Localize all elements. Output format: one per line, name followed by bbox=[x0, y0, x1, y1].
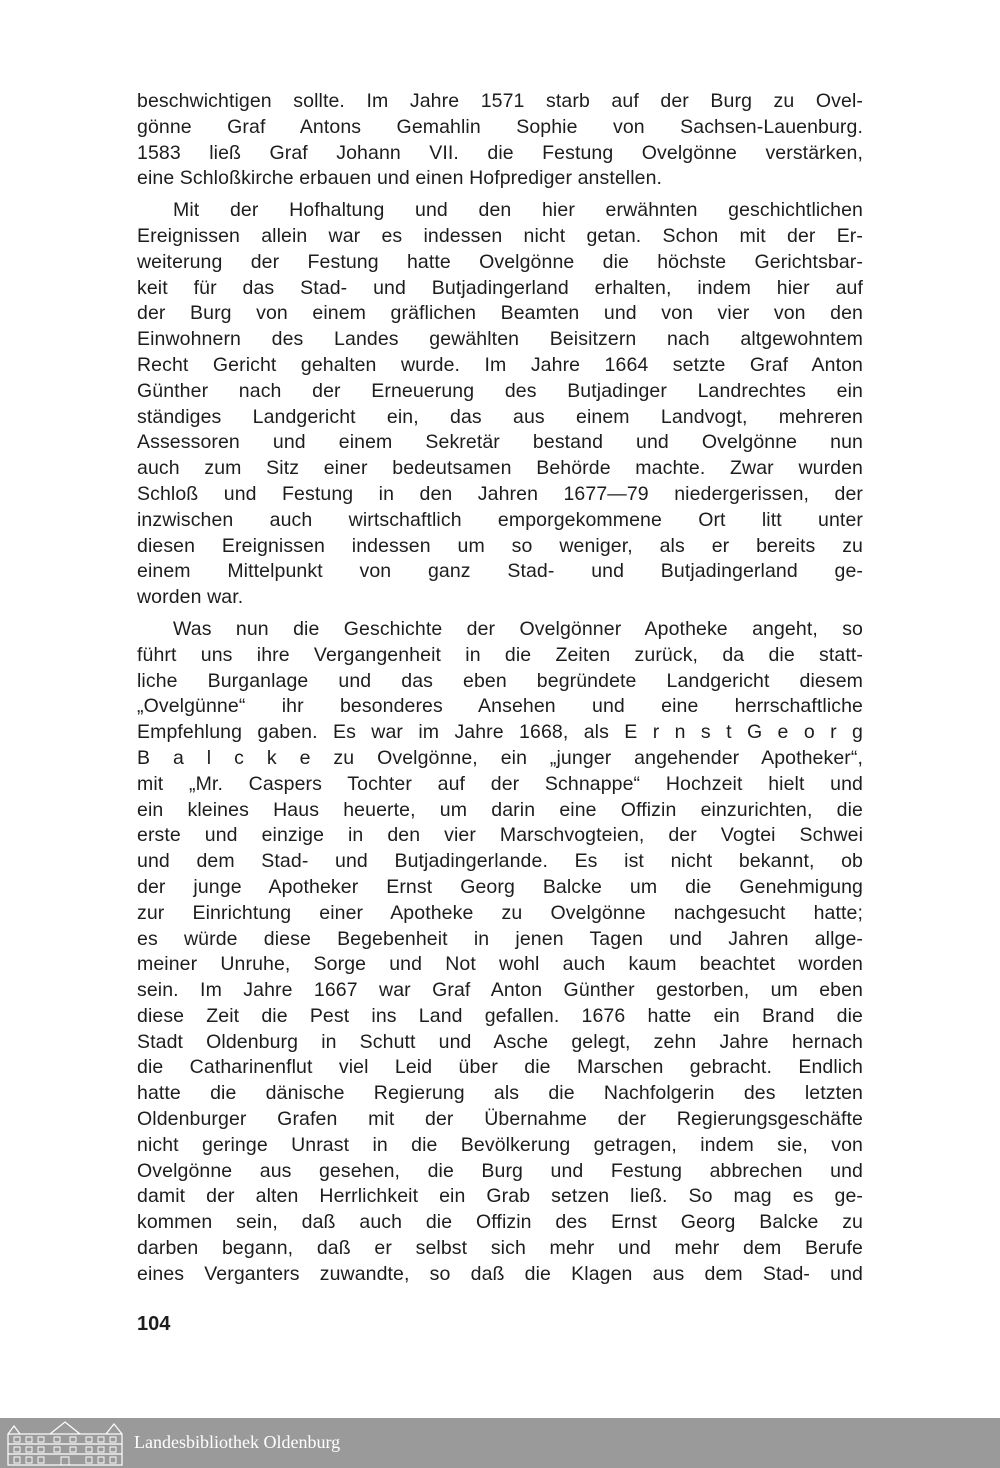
text-line: beschwichtigen sollte. Im Jahre 1571 starb auf der Burg zu Ovel- bbox=[137, 90, 863, 112]
text-line: Ereignissen allein war es indessen nicht getan. Schon mit der Er- bbox=[137, 224, 863, 247]
text-line: Empfehlung gaben. Es war im Jahre 1668, als E r n s t G e o r g bbox=[137, 721, 863, 744]
text-line: B a l c k e zu Ovelgönne, ein „junger angehender Apotheker“, bbox=[137, 746, 863, 769]
paragraph bbox=[137, 198, 863, 611]
text-line: diesen Ereignissen indessen um so weniger, als er bereits zu bbox=[137, 534, 863, 557]
library-name: Landesbibliothek Oldenburg bbox=[134, 1432, 341, 1452]
text-line: worden war. bbox=[137, 586, 244, 609]
text-line: darben begann, daß er selbst sich mehr und mehr dem Berufe bbox=[137, 1237, 863, 1260]
text-line: diese Zeit die Pest ins Land gefallen. 1676 hatte ein Brand die bbox=[137, 1004, 863, 1027]
text-line: Schloß und Festung in den Jahren 1677—79 niedergerissen, der bbox=[137, 482, 863, 505]
text-line: mit „Mr. Caspers Tochter auf der Schnappe“ Hochzeit hielt und bbox=[137, 772, 863, 795]
text-line: liche Burganlage und das eben begründete Landgericht diesem bbox=[137, 669, 863, 692]
text-line: Recht Gericht gehalten wurde. Im Jahre 1664 setzte Graf Anton bbox=[137, 353, 863, 376]
text-line: sein. Im Jahre 1667 war Graf Anton Günther gestorben, um eben bbox=[137, 979, 863, 1002]
text-line: der junge Apotheker Ernst Georg Balcke um die Genehmigung bbox=[137, 875, 863, 898]
text-line: Günther nach der Erneuerung des Butjadinger Landrechtes ein bbox=[137, 379, 863, 402]
text-line: führt uns ihre Vergangenheit in die Zeiten zurück, da die statt- bbox=[137, 643, 863, 666]
text-line: Mit der Hofhaltung und den hier erwähnten geschichtlichen bbox=[173, 199, 863, 222]
page-number: 104 bbox=[137, 1313, 171, 1335]
text-line: die Catharinenflut viel Leid über die Marschen gebracht. Endlich bbox=[137, 1056, 863, 1079]
text-line: Ovelgönne aus gesehen, die Burg und Festung abbrechen und bbox=[137, 1159, 863, 1182]
text-line: hatte die dänische Regierung als die Nachfolgerin des letzten bbox=[137, 1082, 863, 1105]
text-line: Was nun die Geschichte der Ovelgönner Apotheke angeht, so bbox=[173, 617, 863, 640]
text-line: auch zum Sitz einer bedeutsamen Behörde machte. Zwar wurden bbox=[137, 457, 863, 480]
paragraph bbox=[137, 617, 863, 1288]
text-line: „Ovelgünne“ ihr besonderes Ansehen und eine herrschaftliche bbox=[137, 695, 863, 718]
library-footer-bar bbox=[0, 1418, 1000, 1468]
text-line: Stadt Oldenburg in Schutt und Asche gelegt, zehn Jahre hernach bbox=[137, 1030, 863, 1053]
text-line: ein kleines Haus heuerte, um darin eine Offizin einzurichten, die bbox=[137, 798, 863, 821]
text-line: damit der alten Herrlichkeit ein Grab setzen ließ. So mag es ge- bbox=[137, 1185, 863, 1208]
text-line: einem Mittelpunkt von ganz Stad- und Butjadingerland ge- bbox=[137, 560, 863, 583]
text-line: gönne Graf Antons Gemahlin Sophie von Sachsen-Lauenburg. bbox=[137, 115, 863, 138]
text-line: inzwischen auch wirtschaftlich emporgekommene Ort litt unter bbox=[137, 508, 863, 531]
text-line: 1583 ließ Graf Johann VII. die Festung Ovelgönne verstärken, bbox=[137, 141, 863, 164]
text-line: Einwohnern des Landes gewählten Beisitzern nach altgewohntem bbox=[137, 328, 863, 351]
page-body-text bbox=[137, 89, 863, 1294]
text-line: nicht geringe Unrast in die Bevölkerung getragen, indem sie, von bbox=[137, 1133, 863, 1156]
text-line: der Burg von einem gräflichen Beamten und von vier von den bbox=[137, 302, 863, 325]
text-line: eine Schloßkirche erbauen und einen Hofprediger anstellen. bbox=[137, 167, 663, 190]
paragraph bbox=[137, 89, 863, 192]
library-building-logo-icon bbox=[6, 1420, 124, 1466]
text-line: eines Verganters zuwandte, so daß die Klagen aus dem Stad- und bbox=[137, 1262, 863, 1285]
text-line: Assessoren und einem Sekretär bestand und Ovelgönne nun bbox=[137, 431, 863, 454]
text-line: erste und einzige in den vier Marschvogteien, der Vogtei Schwei bbox=[137, 824, 863, 847]
text-line: zur Einrichtung einer Apotheke zu Ovelgönne nachgesucht hatte; bbox=[137, 901, 863, 924]
text-line: ständiges Landgericht ein, das aus einem Landvogt, mehreren bbox=[137, 405, 863, 428]
text-line: es würde diese Begebenheit in jenen Tagen und Jahren allge- bbox=[137, 927, 863, 950]
text-line: kommen sein, daß auch die Offizin des Ernst Georg Balcke zu bbox=[137, 1211, 863, 1234]
text-line: und dem Stad- und Butjadingerlande. Es ist nicht bekannt, ob bbox=[137, 850, 863, 873]
text-line: Oldenburger Grafen mit der Übernahme der Regierungsgeschäfte bbox=[137, 1108, 863, 1131]
text-line: weiterung der Festung hatte Ovelgönne die höchste Gerichtsbar- bbox=[137, 250, 863, 273]
text-line: meiner Unruhe, Sorge und Not wohl auch kaum beachtet worden bbox=[137, 953, 863, 976]
text-line: keit für das Stad- und Butjadingerland erhalten, indem hier auf bbox=[137, 276, 863, 299]
